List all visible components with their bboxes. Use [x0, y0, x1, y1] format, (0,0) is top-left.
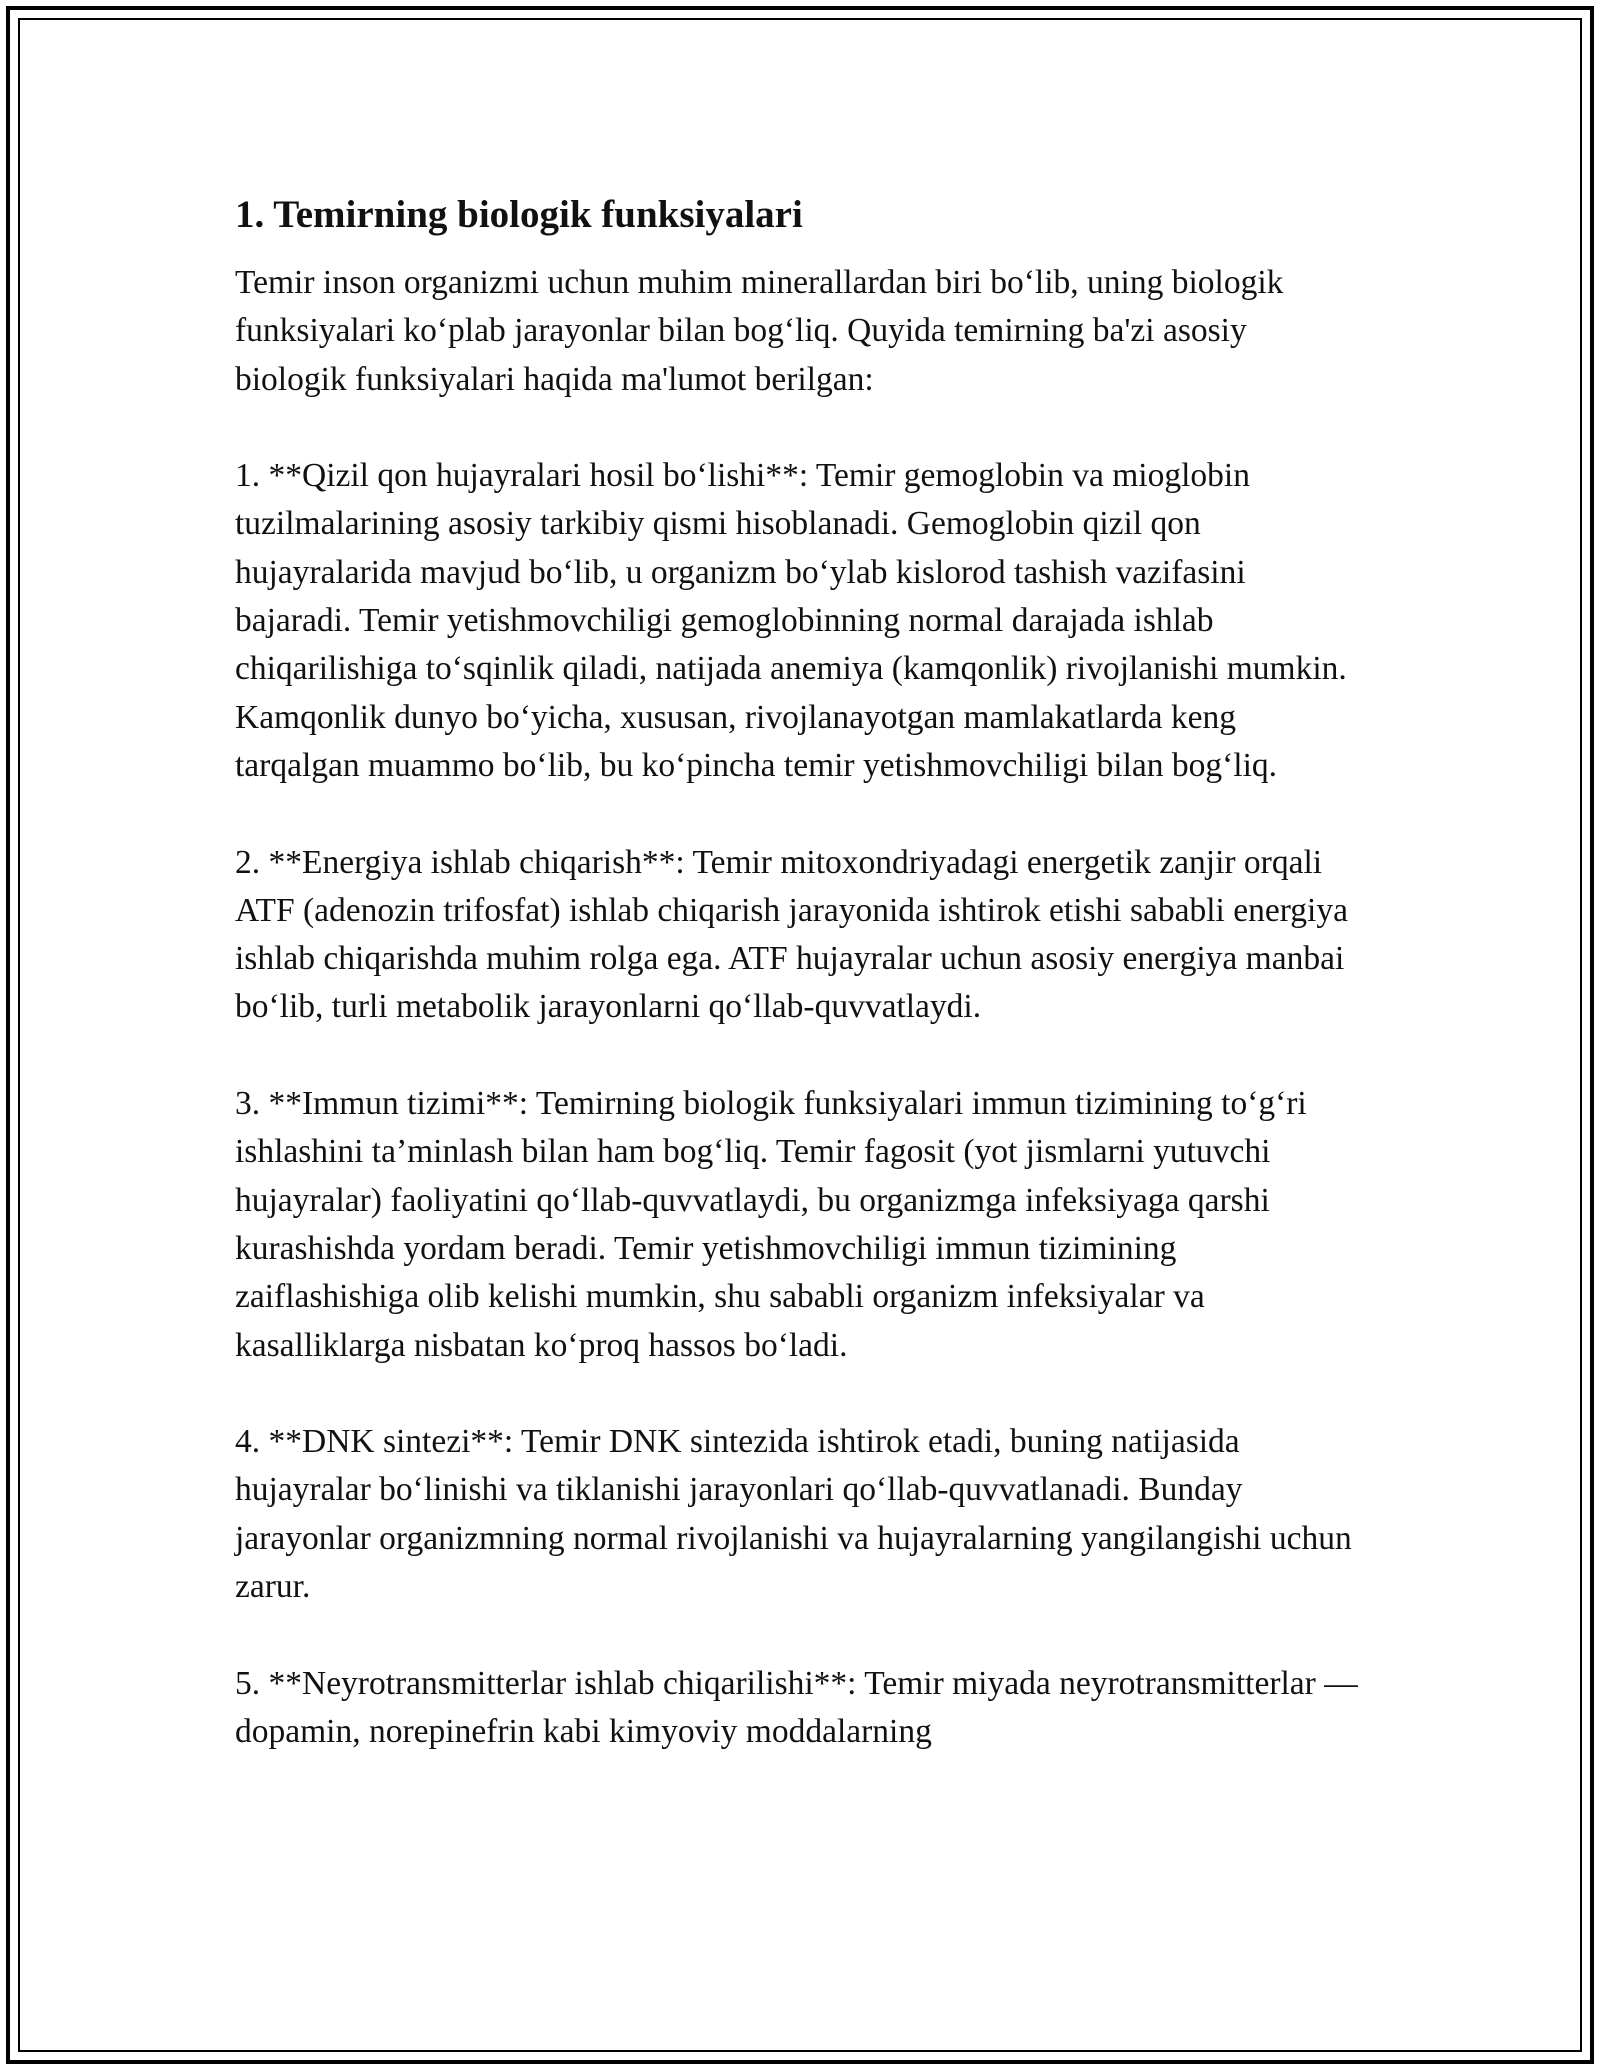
- paragraph-energy-production: 2. **Energiya ishlab chiqarish**: Temir mitoxondriyadagi energetik zanjir orqali ATF (adenozin trifosfat) ishlab chiqarish jarayonida ishtirok etishi sababli energiya ishlab chiqarishda muhim rolga ega. ATF hujayralar uchun asosiy energiya manbai bo‘lib, turli metabolik jarayonlarni qo‘llab-quvvatlaydi.: [235, 843, 1348, 1026]
- paragraph-immune-system: 3. **Immun tizimi**: Temirning biologik funksiyalari immun tizimining to‘g‘ri ishlashini ta’minlash bilan ham bog‘liq. Temir fagosit (yot jismlarni yutuvchi hujayralar) faoliyatini qo‘llab-quvvatlaydi, bu organizmga infeksiyaga qarshi kurashishda yordam beradi. Temir yetishmovchiligi immun tizimining zaiflashishiga olib kelishi mumkin, shu sababli organizm infeksiyalar va kasalliklarga nisbatan ko‘proq hassos bo‘ladi.: [235, 1085, 1307, 1364]
- paragraph-dna-synthesis: 4. **DNK sintezi**: Temir DNK sintezida ishtirok etadi, buning natijasida hujayralar bo‘linishi va tiklanishi jarayonlari qo‘llab-quvvatlanadi. Bunday jarayonlar organizmning normal rivojlanishi va hujayralarning yangilangishi uchun zarur.: [235, 1423, 1352, 1606]
- document-body: [235, 187, 1365, 1805]
- paragraph-neurotransmitters: 5. **Neyrotransmitterlar ishlab chiqarilishi**: Temir miyada neyrotransmitterlar — dopamin, norepinefrin kabi kimyoviy moddalarning: [235, 1664, 1358, 1750]
- section-heading: 1. Temirning biologik funksiyalari: [235, 193, 803, 236]
- intro-paragraph: Temir inson organizmi uchun muhim minerallardan biri bo‘lib, uning biologik funksiyalari ko‘plab jarayonlar bilan bog‘liq. Quyida temirning ba'zi asosiy biologik funksiyalari haqida ma'lumot berilgan:: [235, 264, 1284, 398]
- paragraph-red-blood-cells: 1. **Qizil qon hujayralari hosil bo‘lishi**: Temir gemoglobin va mioglobin tuzilmalarining asosiy tarkibiy qismi hisoblanadi. Gemoglobin qizil qon hujayralarida mavjud bo‘lib, u organizm bo‘ylab kislorod tashish vazifasini bajaradi. Temir yetishmovchiligi gemoglobinning normal darajada ishlab chiqarilishiga to‘sqinlik qiladi, natijada anemiya (kamqonlik) rivojlanishi mumkin. Kamqonlik dunyo bo‘yicha, xususan, rivojlanayotgan mamlakatlarda keng tarqalgan muammo bo‘lib, bu ko‘pincha temir yetishmovchiligi bilan bog‘liq.: [235, 457, 1347, 784]
